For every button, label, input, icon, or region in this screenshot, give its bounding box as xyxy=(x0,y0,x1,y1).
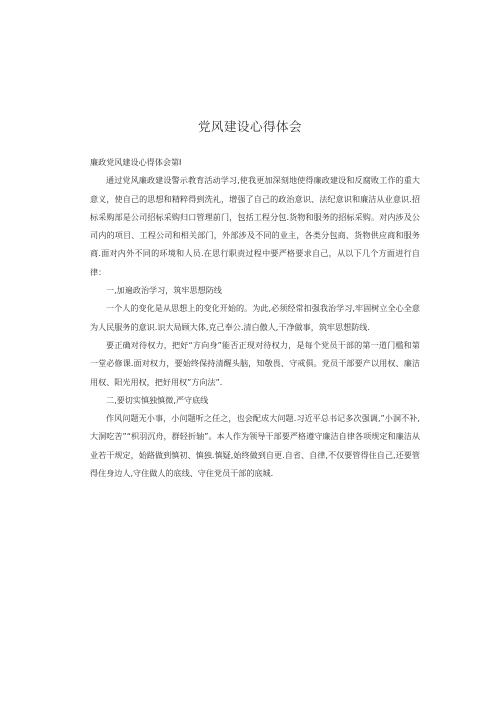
section-heading-1: 一,加遍政治学习，筑牢思想防线 xyxy=(106,285,222,296)
paragraph-opening: 通过党风廉政建设警示教育活动学习,使我更加深刻地使得廉政建设和反腐败工作的重大意义，使自己的思想和精粹得到洗礼，增强了自己的政治意识、法纪意识和廉洁从业意识.招标采购部是公司招标采购归口管理前门，包括工程分包.货物和服务的招标采购。对内涉及公司内的项目、工程公司和相关部门，外部涉及不同的业主，各类分包商、货物供应商和服务商.面对内外不同的环境和人员.在思行职责过程中要严格要求自己，从以下几个方面进行自律： xyxy=(90,175,420,277)
document-title: 党风建设心得体会 xyxy=(197,119,302,134)
section-heading-2: 二,要切实慎独慎微,严守底线 xyxy=(106,394,209,405)
paragraph-conduct: 作风问题无小事，小问题听之任之，也会配成大问题.习近平总书记多次强调,”小洞不补,大洞吃苦”“枳羽沉舟，群轻折轴”。本人作为领导干部要严格遵守廉洁自律各项规定和廉洁从业若干规定，始路做到慎初、慎独.慎疑,始终做到自更.自省、自律,不仅要管得住自己,还要管得住身边人,守住做人的底线、守住党员干部的底城. xyxy=(90,413,420,479)
intro-line: 廉政党风建设心得体会第Ⅰ xyxy=(90,157,182,167)
document-body xyxy=(90,153,420,482)
paragraph-thinking: 一个人的变化是从思想上的变化开始的。为此,必须经常扣强我治学习,牢固树立全心全意为人民服务的意识.识大局顾大体,克己奉公.清白傲人,干净做事，筑牢思想防线. xyxy=(90,303,420,332)
paragraph-power: 要正确对待权力，把好“方向身”能否正现对待权力，是每个党员干部的第一道门槛和第一堂必修课.面对权力，要始终保持清醒头脑，知敬畏、守戒俱。党员干部要产以用权、廉洁用权、阳光用权，把好用权”方向法”. xyxy=(90,339,420,387)
